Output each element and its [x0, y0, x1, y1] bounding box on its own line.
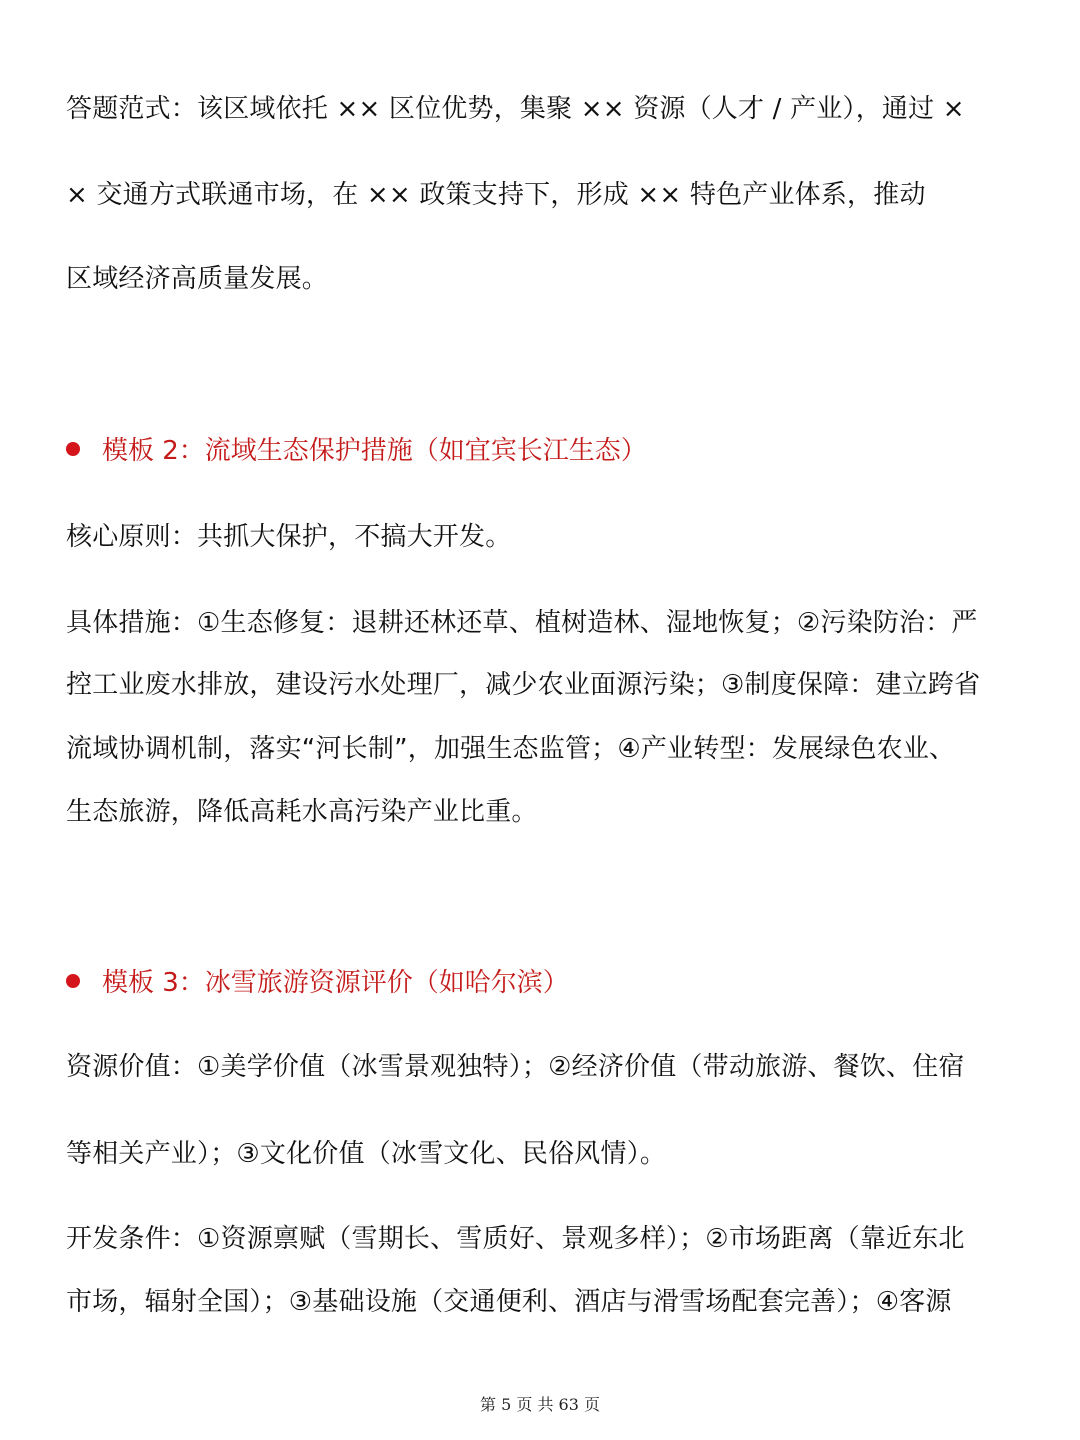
template2-heading-text: 模板 2：流域生态保护措施（如宜宾长江生态）	[102, 436, 647, 466]
intro-line-1: 答题范式：该区域依托 ×× 区位优势，集聚 ×× 资源（人才 / 产业），通过 ×	[66, 94, 965, 124]
template2-heading	[66, 430, 647, 467]
template2-measures-line-4: 生态旅游，降低高耗水高污染产业比重。	[66, 797, 538, 827]
template2-principle: 核心原则：共抓大保护，不搞大开发。	[66, 522, 512, 552]
intro-line-2: × 交通方式联通市场，在 ×× 政策支持下，形成 ×× 特色产业体系，推动	[66, 180, 926, 210]
template2-measures-line-2: 控工业废水排放，建设污水处理厂，减少农业面源污染；③制度保障：建立跨省	[66, 670, 981, 700]
bullet-icon	[66, 442, 80, 456]
template2-measures-line-1: 具体措施：①生态修复：退耕还林还草、植树造林、湿地恢复；②污染防治：严	[66, 608, 978, 638]
template3-condition-line-2: 市场，辐射全国）；③基础设施（交通便利、酒店与滑雪场配套完善）；④客源	[66, 1287, 952, 1317]
template3-condition-line-1: 开发条件：①资源禀赋（雪期长、雪质好、景观多样）；②市场距离（靠近东北	[66, 1224, 965, 1254]
template3-heading	[66, 962, 569, 999]
template3-heading-text: 模板 3：冰雪旅游资源评价（如哈尔滨）	[102, 968, 569, 998]
template3-value-line-1: 资源价值：①美学价值（冰雪景观独特）；②经济价值（带动旅游、餐饮、住宿	[66, 1052, 965, 1082]
template2-measures-line-3: 流域协调机制，落实“河长制”，加强生态监管；④产业转型：发展绿色农业、	[66, 734, 956, 764]
template3-value-line-2: 等相关产业）；③文化价值（冰雪文化、民俗风情）。	[66, 1139, 667, 1169]
bullet-icon	[66, 974, 80, 988]
intro-line-3: 区域经济高质量发展。	[66, 264, 329, 294]
page-number: 第 5 页 共 63 页	[480, 1395, 600, 1414]
